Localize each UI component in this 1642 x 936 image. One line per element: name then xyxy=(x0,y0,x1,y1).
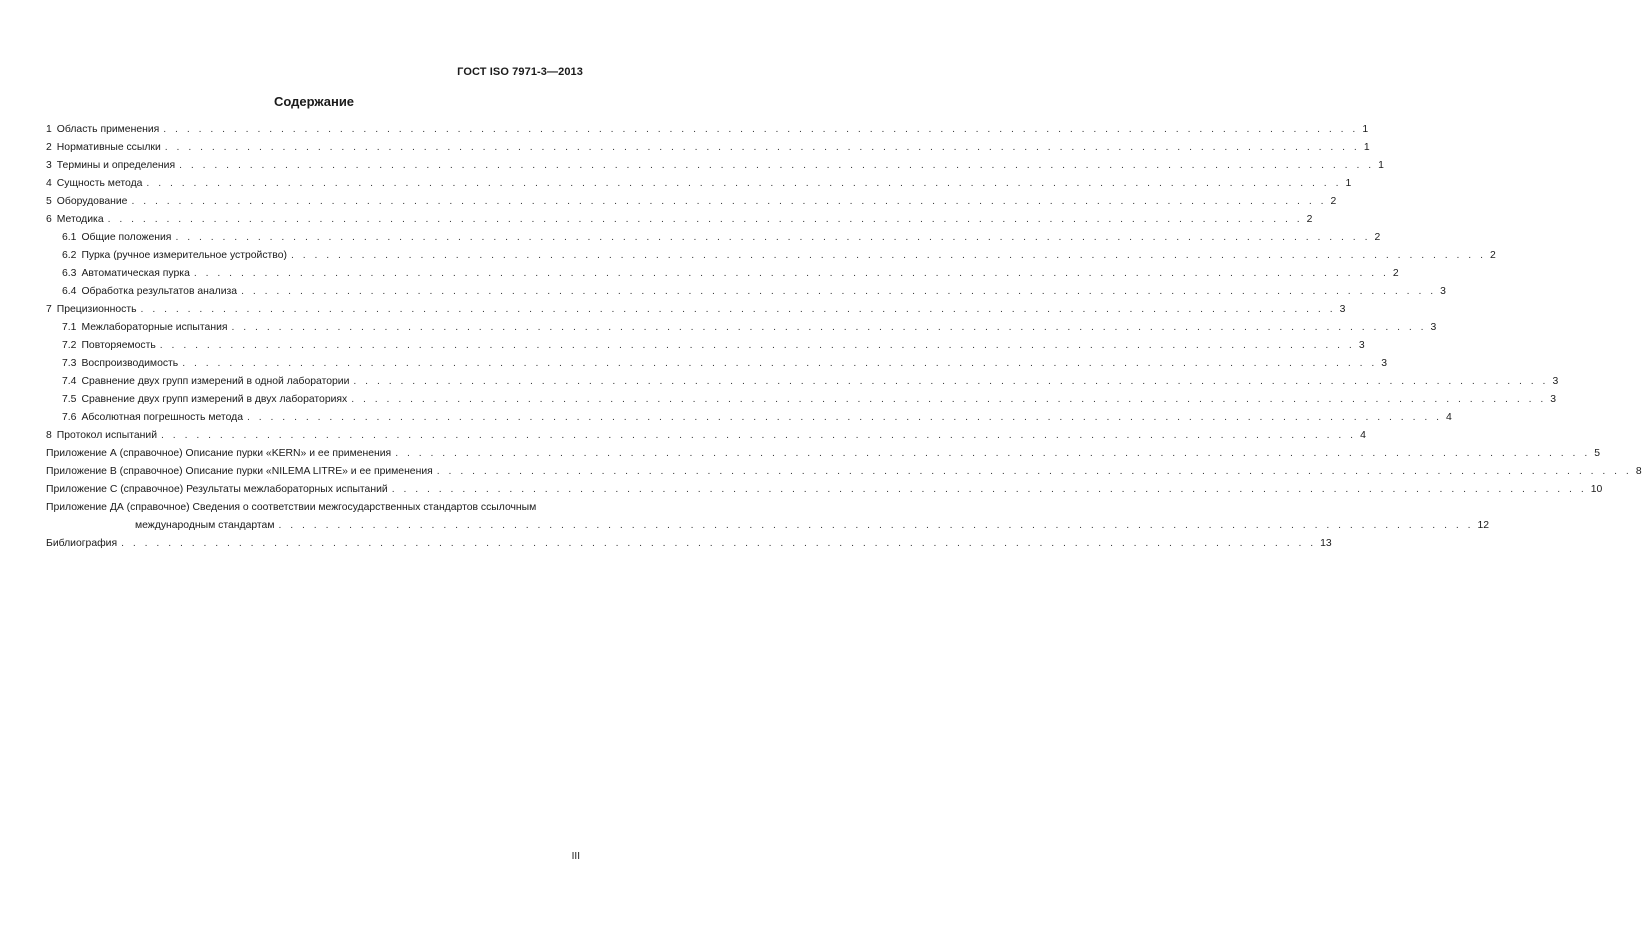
toc-entry-page: 10 xyxy=(1590,484,1603,495)
dot-leader xyxy=(278,517,1473,535)
toc-entry-text: Воспроизводимость xyxy=(81,358,179,369)
toc-title: Содержание xyxy=(273,94,355,109)
toc-entry[interactable] xyxy=(46,391,1557,409)
toc-entry-text: Сравнение двух групп измерений в двух лабораториях xyxy=(81,394,348,405)
dot-leader xyxy=(179,157,1374,175)
toc-entry-number: 2 xyxy=(46,142,52,153)
toc-entry-page: 1 xyxy=(1345,178,1352,189)
toc-entry[interactable] xyxy=(46,157,1384,175)
toc-entry-text: Общие положения xyxy=(81,232,172,243)
toc-entry-number: 1 xyxy=(46,124,52,135)
dot-leader xyxy=(247,409,1442,427)
toc-entry-number: 5 xyxy=(46,196,52,207)
toc-entry-text: Нормативные ссылки xyxy=(56,142,161,153)
dot-leader xyxy=(161,427,1356,445)
toc-entry-page: 2 xyxy=(1392,268,1399,279)
toc-entry-page: 2 xyxy=(1330,196,1337,207)
toc-entry-text: Приложение С (справочное) Результаты межлабораторных испытаний xyxy=(46,484,388,495)
toc-entry[interactable] xyxy=(46,409,1452,427)
toc-entry[interactable] xyxy=(46,355,1388,373)
dot-leader xyxy=(291,247,1486,265)
toc-entry[interactable] xyxy=(46,139,1370,157)
toc-entry-page: 2 xyxy=(1374,232,1381,243)
dot-leader xyxy=(437,463,1632,481)
toc-entry-text: Сравнение двух групп измерений в одной лаборатории xyxy=(81,376,350,387)
toc-entry[interactable] xyxy=(46,337,1365,355)
toc-entry-number: 7.4 xyxy=(62,376,77,387)
toc-entry-number: 6.2 xyxy=(62,250,77,261)
toc-entry-text: Библиография xyxy=(46,538,118,549)
dot-leader xyxy=(163,121,1358,139)
dot-leader xyxy=(194,265,1389,283)
toc-entry-text: Автоматическая пурка xyxy=(81,268,190,279)
toc-entry-page: 1 xyxy=(1362,124,1369,135)
toc-entry[interactable] xyxy=(46,175,1352,193)
toc-entry-text: Термины и определения xyxy=(56,160,176,171)
toc-entry-page: 1 xyxy=(1363,142,1370,153)
dot-leader xyxy=(165,139,1360,157)
toc-entry-text: Повторяемость xyxy=(81,340,156,351)
toc-entry-page: 13 xyxy=(1320,538,1332,549)
toc-entry-number: 3 xyxy=(46,160,52,171)
toc-entry-text: Прецизионность xyxy=(56,304,137,315)
toc-entry-page: 3 xyxy=(1550,394,1557,405)
toc-entry-text: Методика xyxy=(56,214,104,225)
toc-entry-page: 3 xyxy=(1440,286,1446,297)
toc-entry[interactable] xyxy=(46,499,1490,535)
toc-entry-number: 6 xyxy=(46,214,52,225)
dot-leader xyxy=(141,301,1336,319)
dot-leader xyxy=(353,373,1548,391)
toc-entry-number: 7.6 xyxy=(62,412,77,423)
dot-leader xyxy=(175,229,1370,247)
toc-entry[interactable] xyxy=(46,373,1559,391)
toc-entry-number: 8 xyxy=(46,430,52,441)
toc-entry[interactable] xyxy=(46,445,1601,463)
toc-entry-text: Сущность метода xyxy=(56,178,143,189)
toc-entry-number: 7 xyxy=(46,304,52,315)
page-number: III xyxy=(571,851,580,862)
toc-entry-text: Протокол испытаний xyxy=(56,430,158,441)
toc-entry-text: Приложение ДА (справочное) Сведения о соответствии межгосударственных стандартов ссылочным xyxy=(46,502,537,513)
toc-entry-page: 1 xyxy=(1378,160,1384,171)
toc-entry-text: Межлабораторные испытания xyxy=(81,322,228,333)
toc-entry-text: Приложение В (справочное) Описание пурки «NILEMA LITRE» и ее применения xyxy=(46,466,433,477)
toc-entry-page: 2 xyxy=(1306,214,1313,225)
toc-entry-page: 5 xyxy=(1594,448,1601,459)
toc-entry-text: Приложение А (справочное) Описание пурки «KERN» и ее применения xyxy=(46,448,392,459)
toc-entry-page: 8 xyxy=(1635,466,1642,477)
toc-entry[interactable] xyxy=(46,265,1399,283)
toc-entry-text-continued: международным стандартам xyxy=(135,520,275,531)
dot-leader xyxy=(131,193,1326,211)
dot-leader xyxy=(121,535,1316,553)
dot-leader xyxy=(160,337,1355,355)
toc-entry-text: Абсолютная погрешность метода xyxy=(81,412,243,423)
dot-leader xyxy=(182,355,1377,373)
toc-entry-number: 7.5 xyxy=(62,394,77,405)
toc-entry-page: 3 xyxy=(1552,376,1559,387)
toc-entry[interactable] xyxy=(46,301,1346,319)
toc-entry-page: 4 xyxy=(1446,412,1452,423)
toc-entry-number: 7.1 xyxy=(62,322,77,333)
toc-entry-number: 7.2 xyxy=(62,340,77,351)
toc-entry-number: 7.3 xyxy=(62,358,77,369)
dot-leader xyxy=(146,175,1341,193)
toc-entry[interactable] xyxy=(46,121,1369,139)
toc-entry-number: 4 xyxy=(46,178,52,189)
toc-entry-page: 3 xyxy=(1339,304,1346,315)
toc-entry-page: 4 xyxy=(1360,430,1366,441)
toc-entry[interactable] xyxy=(46,229,1381,247)
toc-entry-number: 6.1 xyxy=(62,232,77,243)
toc-entry[interactable] xyxy=(46,427,1366,445)
dot-leader xyxy=(241,283,1436,301)
toc-entry[interactable] xyxy=(46,319,1437,337)
toc-entry-number: 6.3 xyxy=(62,268,77,279)
toc-entry-page: 12 xyxy=(1477,520,1490,531)
toc-entry[interactable] xyxy=(46,211,1313,229)
dot-leader xyxy=(395,445,1590,463)
toc-entry-text: Пурка (ручное измерительное устройство) xyxy=(81,250,287,261)
document-code: ГОСТ ISO 7971-3—2013 xyxy=(457,66,583,78)
toc-entry[interactable] xyxy=(46,463,1642,481)
toc-entry[interactable] xyxy=(46,535,1332,553)
toc-entry[interactable] xyxy=(46,247,1496,265)
toc-entry-text: Обработка результатов анализа xyxy=(81,286,238,297)
table-of-contents xyxy=(46,121,1642,553)
toc-entry-text: Оборудование xyxy=(56,196,128,207)
toc-entry[interactable] xyxy=(46,283,1446,301)
toc-entry[interactable] xyxy=(46,481,1603,499)
toc-entry-text: Область применения xyxy=(56,124,160,135)
dot-leader xyxy=(108,211,1303,229)
dot-leader xyxy=(392,481,1587,499)
dot-leader xyxy=(232,319,1427,337)
toc-entry-page: 2 xyxy=(1489,250,1496,261)
toc-entry[interactable] xyxy=(46,193,1337,211)
toc-entry-number: 6.4 xyxy=(62,286,77,297)
toc-entry-page: 3 xyxy=(1381,358,1388,369)
toc-entry-page: 3 xyxy=(1430,322,1437,333)
dot-leader xyxy=(351,391,1546,409)
toc-entry-page: 3 xyxy=(1358,340,1365,351)
